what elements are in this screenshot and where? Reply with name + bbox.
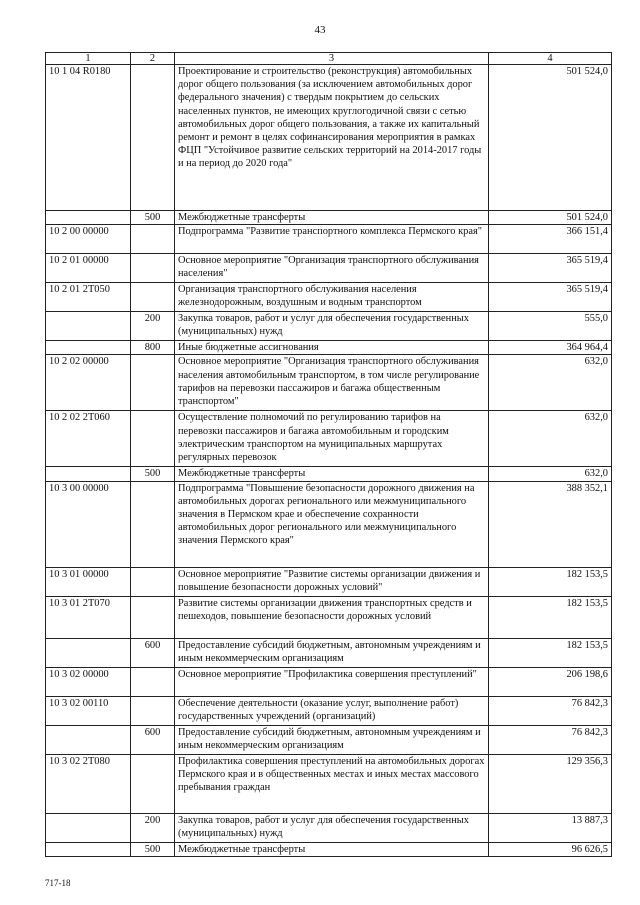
name-cell: Обеспечение деятельности (оказание услуг, выполнение работ) государственных учреждений (организаций) bbox=[175, 696, 489, 725]
table-row bbox=[46, 696, 612, 725]
name-cell: Подпрограмма "Повышение безопасности дорожного движения на автомобильных дорогах регионального или межмуниципального значения в Пермском крае и обеспечение сохранности автомобильных дорог регионального или межмуниципального значения Пермского края" bbox=[175, 481, 489, 567]
code-cell bbox=[46, 638, 131, 667]
name-cell: Основное мероприятие "Развитие системы организации движения и повышение безопасности дорожных условий" bbox=[175, 567, 489, 596]
type-cell: 800 bbox=[131, 341, 175, 355]
amount-cell: 206 198,6 bbox=[489, 667, 612, 696]
amount-cell: 182 153,5 bbox=[489, 596, 612, 638]
table-row bbox=[46, 355, 612, 411]
code-cell: 10 1 04 R0180 bbox=[46, 65, 131, 211]
name-cell: Осуществление полномочий по регулированию тарифов на перевозки пассажиров и багажа автомобильным и городским электрическим транспортом на муниципальных маршрутах регулярных перевозок bbox=[175, 411, 489, 467]
code-cell: 10 2 02 00000 bbox=[46, 355, 131, 411]
amount-cell: 366 151,4 bbox=[489, 225, 612, 254]
code-cell: 10 3 02 00110 bbox=[46, 696, 131, 725]
amount-cell: 76 842,3 bbox=[489, 696, 612, 725]
name-cell: Иные бюджетные ассигнования bbox=[175, 341, 489, 355]
header-row bbox=[46, 53, 612, 65]
budget-table bbox=[45, 52, 612, 857]
name-cell: Основное мероприятие "Организация транспортного обслуживания населения" bbox=[175, 254, 489, 283]
table-row bbox=[46, 842, 612, 856]
table-row bbox=[46, 312, 612, 341]
type-cell bbox=[131, 481, 175, 567]
name-cell: Закупка товаров, работ и услуг для обеспечения государственных (муниципальных) нужд bbox=[175, 813, 489, 842]
amount-cell: 129 356,3 bbox=[489, 754, 612, 813]
type-cell bbox=[131, 225, 175, 254]
name-cell: Основное мероприятие "Организация транспортного обслуживания населения автомобильным транспортом, в том числе регулирование тарифов на перевозки пассажиров и багажа общественным транспортом" bbox=[175, 355, 489, 411]
code-cell: 10 3 01 00000 bbox=[46, 567, 131, 596]
type-cell bbox=[131, 65, 175, 211]
name-cell: Межбюджетные трансферты bbox=[175, 211, 489, 225]
amount-cell: 182 153,5 bbox=[489, 638, 612, 667]
name-cell: Предоставление субсидий бюджетным, автономным учреждениям и иным некоммерческим организациям bbox=[175, 638, 489, 667]
name-cell: Межбюджетные трансферты bbox=[175, 467, 489, 481]
footer-code: 717-18 bbox=[45, 878, 71, 888]
code-cell bbox=[46, 725, 131, 754]
amount-cell: 96 626,5 bbox=[489, 842, 612, 856]
type-cell bbox=[131, 411, 175, 467]
type-cell: 600 bbox=[131, 638, 175, 667]
table-row bbox=[46, 754, 612, 813]
amount-cell: 501 524,0 bbox=[489, 211, 612, 225]
name-cell: Межбюджетные трансферты bbox=[175, 842, 489, 856]
table-row bbox=[46, 667, 612, 696]
type-cell bbox=[131, 567, 175, 596]
code-cell: 10 2 01 2Т050 bbox=[46, 283, 131, 312]
amount-cell: 365 519,4 bbox=[489, 283, 612, 312]
amount-cell: 182 153,5 bbox=[489, 567, 612, 596]
name-cell: Развитие системы организации движения транспортных средств и пешеходов, повышение безопасности дорожных условий bbox=[175, 596, 489, 638]
code-cell: 10 2 02 2Т060 bbox=[46, 411, 131, 467]
name-cell: Основное мероприятие "Профилактика совершения преступлений" bbox=[175, 667, 489, 696]
type-cell bbox=[131, 754, 175, 813]
table-row bbox=[46, 725, 612, 754]
name-cell: Предоставление субсидий бюджетным, автономным учреждениям и иным некоммерческим организациям bbox=[175, 725, 489, 754]
table-row bbox=[46, 254, 612, 283]
name-cell: Профилактика совершения преступлений на автомобильных дорогах Пермского края и в общественных местах и иных местах массового пребывания граждан bbox=[175, 754, 489, 813]
amount-cell: 13 887,3 bbox=[489, 813, 612, 842]
name-cell: Закупка товаров, работ и услуг для обеспечения государственных (муниципальных) нужд bbox=[175, 312, 489, 341]
type-cell: 200 bbox=[131, 312, 175, 341]
code-cell bbox=[46, 467, 131, 481]
code-cell bbox=[46, 842, 131, 856]
amount-cell: 365 519,4 bbox=[489, 254, 612, 283]
table-row bbox=[46, 481, 612, 567]
amount-cell: 632,0 bbox=[489, 355, 612, 411]
amount-cell: 501 524,0 bbox=[489, 65, 612, 211]
name-cell: Подпрограмма "Развитие транспортного комплекса Пермского края" bbox=[175, 225, 489, 254]
amount-cell: 632,0 bbox=[489, 467, 612, 481]
table-row bbox=[46, 341, 612, 355]
code-cell bbox=[46, 813, 131, 842]
table-row bbox=[46, 225, 612, 254]
type-cell: 600 bbox=[131, 725, 175, 754]
table-row bbox=[46, 596, 612, 638]
type-cell bbox=[131, 696, 175, 725]
page-number: 43 bbox=[314, 24, 326, 36]
type-cell bbox=[131, 254, 175, 283]
type-cell bbox=[131, 596, 175, 638]
code-cell bbox=[46, 312, 131, 341]
table-row bbox=[46, 467, 612, 481]
amount-cell: 364 964,4 bbox=[489, 341, 612, 355]
table-row bbox=[46, 567, 612, 596]
code-cell: 10 3 02 2Т080 bbox=[46, 754, 131, 813]
code-cell: 10 3 01 2Т070 bbox=[46, 596, 131, 638]
amount-cell: 388 352,1 bbox=[489, 481, 612, 567]
table-row bbox=[46, 638, 612, 667]
type-cell: 200 bbox=[131, 813, 175, 842]
amount-cell: 555,0 bbox=[489, 312, 612, 341]
type-cell: 500 bbox=[131, 467, 175, 481]
code-cell: 10 2 01 00000 bbox=[46, 254, 131, 283]
code-cell: 10 2 00 00000 bbox=[46, 225, 131, 254]
type-cell: 500 bbox=[131, 211, 175, 225]
amount-cell: 76 842,3 bbox=[489, 725, 612, 754]
code-cell bbox=[46, 341, 131, 355]
header-cell-1: 1 bbox=[46, 53, 131, 65]
table-row bbox=[46, 65, 612, 211]
type-cell bbox=[131, 283, 175, 312]
type-cell: 500 bbox=[131, 842, 175, 856]
table-row bbox=[46, 813, 612, 842]
table-row bbox=[46, 211, 612, 225]
name-cell: Проектирование и строительство (реконструкция) автомобильных дорог общего пользования (за исключением автомобильных дорог федерального значения) с твердым покрытием до сельских населенных пунктов, не имеющих круглогодичной связи с сетью автомобильных дорог общего пользования, а также их капитальный ремонт и ремонт в целях софинансирования мероприятия в рамках ФЦП "Устойчивое развитие сельских территорий на 2014-2017 годы и на период до 2020 года" bbox=[175, 65, 489, 211]
code-cell bbox=[46, 211, 131, 225]
code-cell: 10 3 02 00000 bbox=[46, 667, 131, 696]
type-cell bbox=[131, 667, 175, 696]
code-cell: 10 3 00 00000 bbox=[46, 481, 131, 567]
header-cell-3: 3 bbox=[175, 53, 489, 65]
type-cell bbox=[131, 355, 175, 411]
header-cell-2: 2 bbox=[131, 53, 175, 65]
amount-cell: 632,0 bbox=[489, 411, 612, 467]
name-cell: Организация транспортного обслуживания населения железнодорожным, воздушным и водным транспортом bbox=[175, 283, 489, 312]
table-row bbox=[46, 283, 612, 312]
header-cell-4: 4 bbox=[489, 53, 612, 65]
table-row bbox=[46, 411, 612, 467]
